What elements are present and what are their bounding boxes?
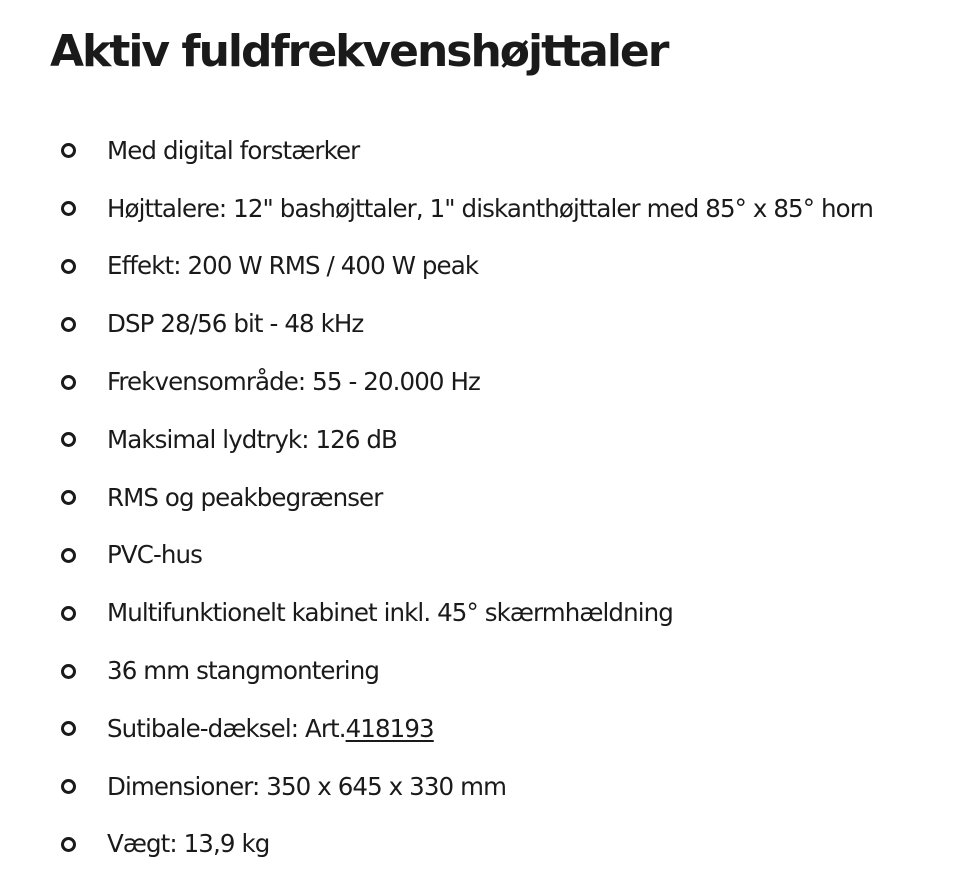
spec-text: Sutibale-dæksel: Art. [107, 713, 346, 743]
circle-bullet-icon [61, 432, 76, 447]
circle-bullet-icon [61, 490, 76, 505]
list-item [0, 642, 960, 700]
list-item [0, 353, 960, 411]
list-item [0, 238, 960, 296]
spec-text: Effekt: 200 W RMS / 400 W peak [107, 251, 479, 281]
spec-text: Dimensioner: 350 x 645 x 330 mm [107, 771, 507, 801]
list-item [0, 758, 960, 816]
article-number-link[interactable]: 418193 [345, 713, 434, 743]
spec-list [0, 122, 960, 873]
page-title: Aktiv fuldfrekvenshøjttaler [50, 26, 668, 77]
circle-bullet-icon [61, 143, 76, 158]
circle-bullet-icon [61, 201, 76, 216]
circle-bullet-icon [61, 721, 76, 736]
circle-bullet-icon [61, 664, 76, 679]
list-item [0, 411, 960, 469]
spec-text: DSP 28/56 bit - 48 kHz [107, 309, 364, 339]
list-item [0, 527, 960, 585]
list-item [0, 700, 960, 758]
list-item [0, 295, 960, 353]
circle-bullet-icon [61, 317, 76, 332]
spec-text: Frekvensområde: 55 - 20.000 Hz [107, 367, 480, 397]
circle-bullet-icon [61, 259, 76, 274]
spec-text: Vægt: 13,9 kg [107, 829, 270, 859]
spec-text: 36 mm stangmontering [107, 656, 379, 686]
circle-bullet-icon [61, 837, 76, 852]
spec-text: PVC-hus [107, 540, 203, 570]
circle-bullet-icon [61, 779, 76, 794]
circle-bullet-icon [61, 606, 76, 621]
list-item [0, 180, 960, 238]
spec-text: Multifunktionelt kabinet inkl. 45° skærmhældning [107, 598, 673, 628]
spec-text-with-link [107, 713, 434, 745]
list-item [0, 122, 960, 180]
circle-bullet-icon [61, 548, 76, 563]
circle-bullet-icon [61, 375, 76, 390]
list-item [0, 816, 960, 874]
spec-text: RMS og peakbegrænser [107, 482, 383, 512]
spec-text: Maksimal lydtryk: 126 dB [107, 424, 397, 454]
list-item [0, 469, 960, 527]
spec-text: Med digital forstærker [107, 135, 360, 165]
spec-text: Højttalere: 12" bashøjttaler, 1" diskanthøjttaler med 85° x 85° horn [107, 193, 874, 223]
list-item [0, 584, 960, 642]
